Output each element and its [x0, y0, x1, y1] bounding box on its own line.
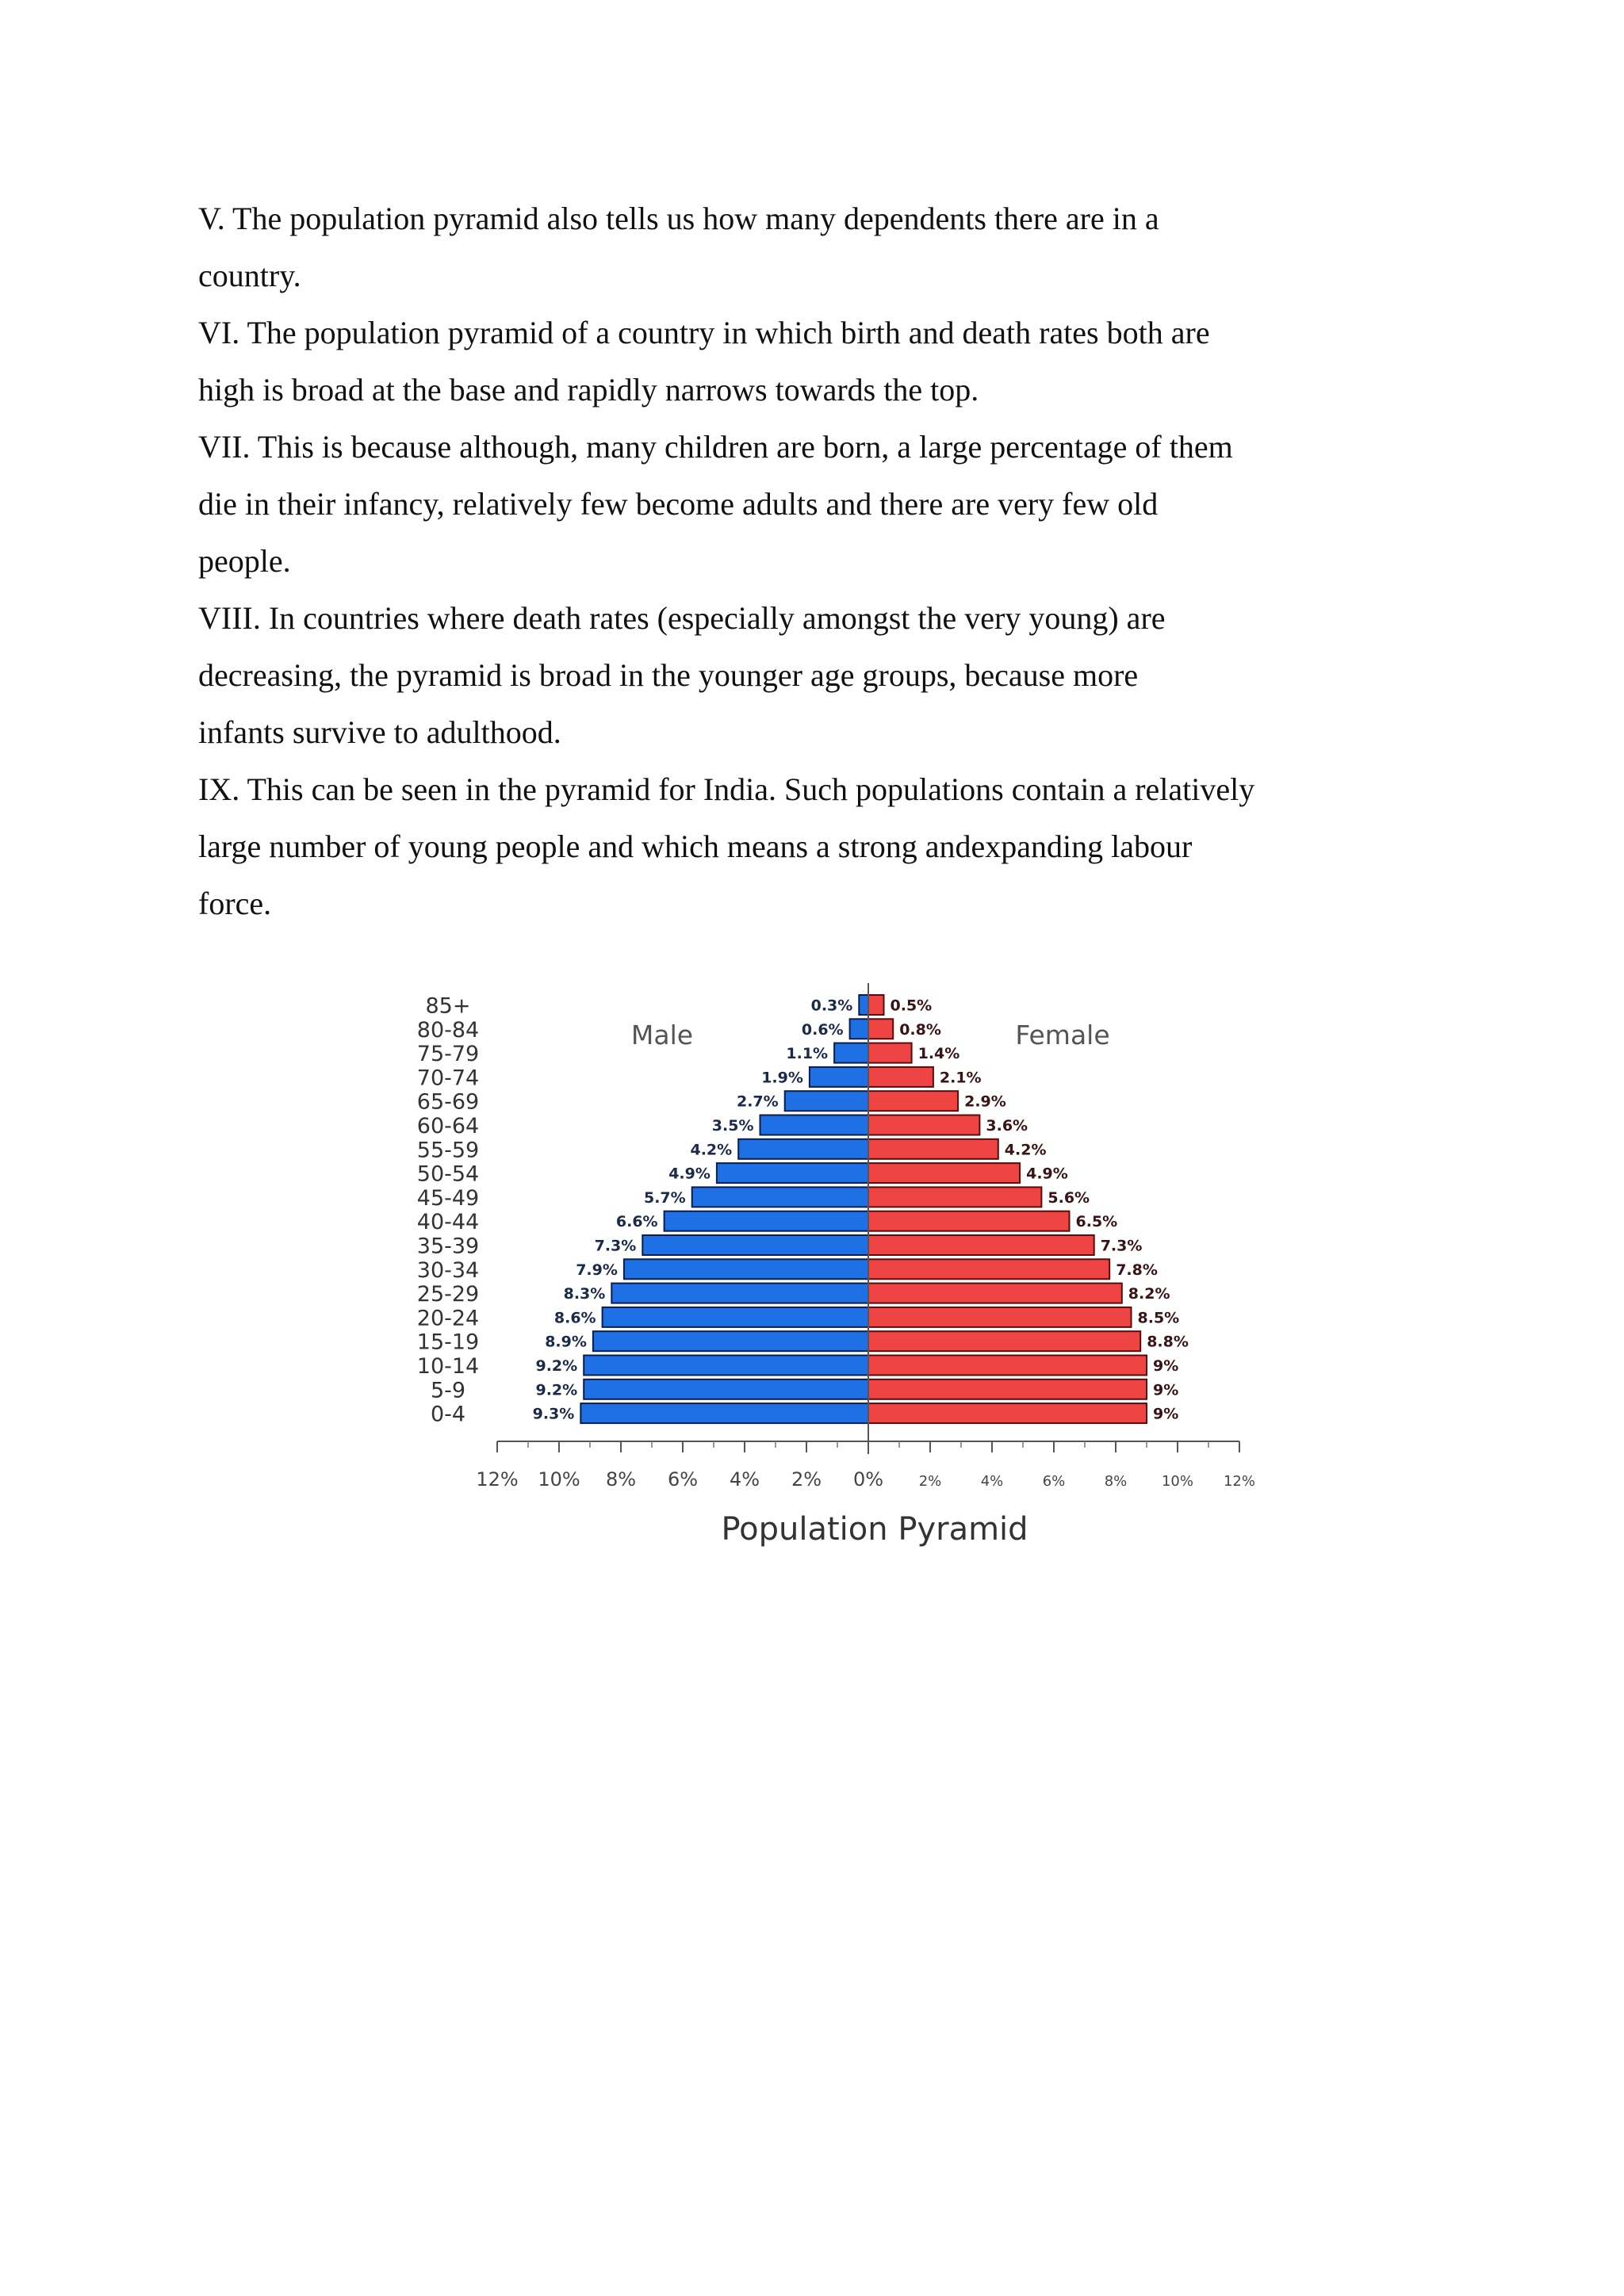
male-bar	[717, 1163, 868, 1183]
age-group-label: 20-24	[416, 1306, 480, 1331]
age-group-label: 40-44	[416, 1210, 480, 1235]
male-bar	[603, 1307, 868, 1327]
female-value-label: 9%	[1153, 1405, 1179, 1423]
text-line: VI. The population pyramid of a country in which birth and death rates both are	[198, 315, 1210, 350]
female-bar	[868, 1380, 1147, 1399]
male-value-label: 9.2%	[535, 1357, 578, 1375]
age-group-label: 35-39	[416, 1234, 480, 1259]
female-value-label: 0.8%	[899, 1020, 941, 1039]
female-value-label: 8.8%	[1147, 1333, 1189, 1351]
text-line: VIII. In countries where death rates (especially amongst the very young) are	[198, 600, 1166, 636]
female-bar	[868, 1163, 1020, 1183]
age-group-label: 45-49	[416, 1185, 480, 1211]
age-group-label: 70-74	[416, 1066, 480, 1091]
female-bar	[868, 1403, 1147, 1423]
male-bar	[692, 1187, 868, 1207]
x-tick-label: 6%	[1042, 1473, 1066, 1490]
text-line: people.	[198, 543, 291, 579]
male-value-label: 4.2%	[690, 1141, 733, 1159]
female-bar	[868, 1331, 1140, 1351]
age-group-label: 15-19	[416, 1330, 480, 1355]
x-tick-label: 4%	[980, 1473, 1004, 1490]
female-value-label: 5.6%	[1048, 1188, 1090, 1207]
age-group-label: 60-64	[416, 1114, 480, 1138]
female-value-label: 7.3%	[1100, 1237, 1143, 1255]
male-value-label: 8.9%	[545, 1333, 587, 1351]
text-line: high is broad at the base and rapidly narrows towards the top.	[198, 372, 979, 408]
male-bar	[665, 1211, 868, 1231]
female-value-label: 7.8%	[1116, 1261, 1158, 1279]
female-bar	[868, 1307, 1132, 1327]
male-value-label: 9.3%	[532, 1405, 575, 1423]
male-value-label: 9.2%	[535, 1381, 578, 1399]
x-tick-label: 4%	[729, 1468, 760, 1490]
x-tick-label: 12%	[1223, 1473, 1256, 1490]
text-line: infants survive to adulthood.	[198, 714, 561, 750]
male-bar	[738, 1139, 868, 1159]
male-value-label: 1.1%	[786, 1045, 829, 1063]
chart-title: Population Pyramid	[721, 1511, 1028, 1548]
female-value-label: 8.2%	[1128, 1285, 1170, 1303]
female-bar	[868, 995, 884, 1015]
female-bar	[868, 1091, 958, 1111]
female-bar	[868, 1235, 1094, 1255]
female-bar	[868, 1139, 998, 1159]
male-bar	[593, 1331, 868, 1351]
text-line: decreasing, the pyramid is broad in the younger age groups, because more	[198, 657, 1139, 693]
female-value-label: 4.9%	[1026, 1165, 1068, 1183]
male-bar	[584, 1356, 868, 1376]
male-bar	[760, 1115, 869, 1135]
x-tick-label: 2%	[791, 1468, 822, 1490]
male-bar	[785, 1091, 868, 1111]
male-bar	[834, 1043, 868, 1063]
age-group-label: 0-4	[430, 1402, 466, 1427]
x-tick-label: 10%	[1161, 1473, 1194, 1490]
female-value-label: 4.2%	[1004, 1141, 1047, 1159]
female-value-label: 2.1%	[939, 1069, 982, 1087]
x-tick-label: 10%	[538, 1468, 580, 1490]
male-bar	[850, 1019, 868, 1039]
male-value-label: 5.7%	[643, 1188, 686, 1207]
male-value-label: 7.3%	[594, 1237, 637, 1255]
female-bar	[868, 1356, 1147, 1376]
legend-male: Male	[630, 1020, 694, 1050]
female-bar	[868, 1259, 1109, 1279]
male-bar	[810, 1067, 868, 1087]
female-value-label: 3.6%	[986, 1117, 1028, 1135]
text-line: die in their infancy, relatively few become adults and there are very few old	[198, 486, 1159, 522]
female-bar	[868, 1187, 1041, 1207]
x-tick-label: 6%	[667, 1468, 699, 1490]
female-bar	[868, 1284, 1122, 1303]
male-value-label: 1.9%	[761, 1069, 803, 1087]
male-value-label: 4.9%	[668, 1165, 710, 1183]
female-value-label: 8.5%	[1137, 1309, 1180, 1327]
male-bar	[859, 995, 868, 1015]
text-line: country.	[198, 258, 301, 293]
age-group-label: 30-34	[416, 1257, 480, 1283]
male-value-label: 3.5%	[711, 1117, 754, 1135]
age-group-label: 75-79	[416, 1042, 480, 1067]
female-bar	[868, 1019, 893, 1039]
x-tick-label: 8%	[1104, 1473, 1128, 1490]
male-bar	[584, 1380, 868, 1399]
male-value-label: 7.9%	[576, 1261, 618, 1279]
age-group-label: 10-14	[416, 1354, 480, 1379]
female-value-label: 1.4%	[917, 1045, 960, 1063]
female-value-label: 9%	[1153, 1357, 1179, 1375]
male-value-label: 8.6%	[553, 1309, 596, 1327]
text-line: large number of young people and which means a strong andexpanding labour	[198, 828, 1193, 864]
male-value-label: 2.7%	[736, 1093, 779, 1111]
female-value-label: 0.5%	[890, 997, 933, 1015]
female-bar	[868, 1043, 912, 1063]
age-group-label: 55-59	[416, 1138, 480, 1163]
female-bar	[868, 1067, 933, 1087]
age-group-label: 5-9	[430, 1378, 466, 1403]
age-group-label: 50-54	[416, 1161, 480, 1187]
male-value-label: 8.3%	[563, 1285, 606, 1303]
age-group-label: 65-69	[416, 1089, 480, 1115]
female-value-label: 6.5%	[1075, 1213, 1118, 1231]
male-bar	[624, 1259, 868, 1279]
male-value-label: 0.3%	[810, 997, 853, 1015]
female-value-label: 2.9%	[964, 1093, 1006, 1111]
text-line: VII. This is because although, many children are born, a large percentage of them	[198, 429, 1233, 465]
text-line: V. The population pyramid also tells us how many dependents there are in a	[198, 201, 1159, 236]
male-bar	[642, 1235, 868, 1255]
male-bar	[580, 1403, 868, 1423]
x-tick-label: 2%	[918, 1473, 942, 1490]
male-value-label: 0.6%	[801, 1020, 844, 1039]
age-group-label: 80-84	[416, 1017, 480, 1043]
age-group-label: 85+	[425, 993, 471, 1019]
female-bar	[868, 1211, 1070, 1231]
male-bar	[611, 1284, 868, 1303]
legend-female: Female	[1015, 1020, 1110, 1050]
x-tick-label: 12%	[476, 1468, 519, 1490]
x-tick-label: 8%	[605, 1468, 637, 1490]
male-value-label: 6.6%	[615, 1213, 658, 1231]
age-group-label: 25-29	[416, 1282, 480, 1307]
text-line: IX. This can be seen in the pyramid for India. Such populations contain a relatively	[198, 771, 1255, 807]
female-bar	[868, 1115, 979, 1135]
x-tick-label: 0%	[852, 1468, 884, 1490]
female-value-label: 9%	[1153, 1381, 1179, 1399]
text-line: force.	[198, 886, 272, 921]
